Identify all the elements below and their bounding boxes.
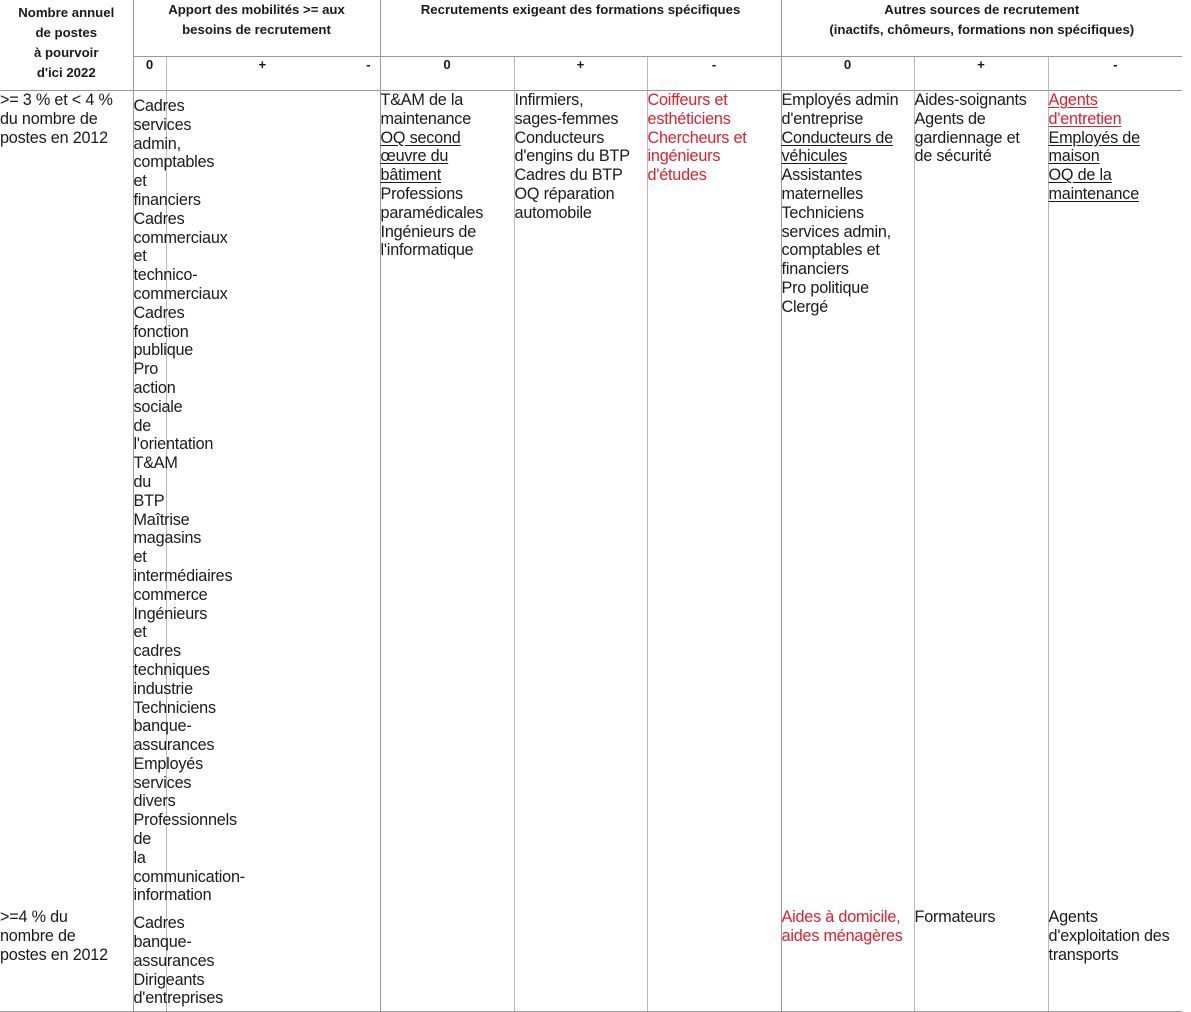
cell-g2-zero [380, 908, 514, 1011]
subheader-g1-minus: - [366, 57, 371, 72]
cell-g2-plus [514, 908, 647, 1011]
occupation-entry: Conducteurs d'engins du BTP [514, 128, 630, 166]
cell-g2-zero [380, 91, 514, 909]
cell-g3-plus [914, 908, 1048, 1011]
cell-g1-plus-minus [166, 908, 380, 1011]
occupation-entry: Professionnels de la communication-information [133, 811, 245, 905]
header-mobility-contribution: Apport des mobilités >= aux besoins de recrutement [133, 0, 380, 57]
occupation-entry: Infirmiers, sages-femmes [514, 91, 619, 128]
occupation-entry: Pro action sociale de l'orientation [133, 360, 214, 454]
occupation-entry: Employés de maison [1048, 128, 1140, 166]
subheader-g2-minus: - [647, 57, 781, 91]
occupation-entry: Maîtrise magasins et intermédiaires commerce [133, 510, 233, 604]
subheader-g2-zero: 0 [380, 57, 514, 91]
occupation-entry: Pro politique [781, 278, 869, 297]
occupation-entry: Agents d'exploitation des transports [1048, 908, 1170, 964]
occupation-entry: T&AM du BTP [133, 454, 178, 510]
header-annual-positions: Nombre annuel de postes à pourvoir d'ici 2022 [0, 0, 133, 91]
occupation-entry: Coiffeurs et esthéticiens [647, 91, 731, 128]
occupation-entry: OQ second œuvre du bâtiment [380, 128, 461, 185]
header-other-sources: Autres sources de recrutement (inactifs, chômeurs, formations non spécifiques) [781, 0, 1182, 57]
occupation-entry: Aides-soignants [914, 91, 1027, 109]
table-body [0, 91, 1191, 1012]
occupation-entry: OQ réparation automobile [514, 184, 615, 222]
header-specific-training: Recrutements exigeant des formations spécifiques [380, 0, 781, 57]
cell-g3-zero [781, 908, 914, 1011]
cell-g2-minus [647, 908, 781, 1011]
cell-g3-plus [914, 91, 1048, 909]
row-label: >= 3 % et < 4 % du nombre de postes en 2012 [0, 91, 133, 909]
cell-g2-plus [514, 91, 647, 909]
occupation-entry: Cadres services admin, comptables et financiers [133, 97, 215, 209]
cell-g2-minus [647, 91, 781, 909]
occupation-entry: Formateurs [914, 908, 996, 927]
occupation-entry: Clergé [781, 297, 829, 316]
occupation-entry: Cadres du BTP [514, 166, 623, 185]
occupation-entry: OQ de la maintenance [1048, 166, 1140, 203]
occupation-entry: Assistantes maternelles [781, 166, 863, 203]
cell-g3-zero [781, 91, 914, 909]
subheader-g1-plus-minus [166, 57, 380, 91]
cell-g1-zero [133, 91, 245, 909]
subheader-row [0, 57, 1191, 91]
occupation-entry: Employés admin d'entreprise [781, 91, 899, 128]
occupation-entry: Ingénieurs et cadres techniques industrie [133, 604, 210, 698]
subheader-g1-plus: + [258, 57, 267, 72]
subheader-g2-plus: + [514, 57, 647, 91]
occupation-entry: Cadres banque- assurances [133, 914, 215, 970]
occupation-entry: Chercheurs et ingénieurs d'études [647, 128, 747, 185]
header-row [0, 0, 1191, 57]
occupation-entry: Techniciens banque- assurances [133, 698, 216, 755]
occupation-entry: Conducteurs de véhicules [781, 128, 894, 166]
cell-g3-minus [1048, 91, 1182, 909]
subheader-g3-zero: 0 [781, 57, 914, 91]
subheader-g3-plus: + [914, 57, 1048, 91]
occupation-entry: Techniciens services admin, comptables et financiers [781, 203, 891, 279]
occupation-entry: Ingénieurs de l'informatique [380, 222, 477, 260]
occupation-entry: T&AM de la maintenance [380, 91, 472, 128]
cell-g1-plus-minus [166, 91, 380, 909]
occupation-entry: Aides à domicile, aides ménagères [781, 908, 903, 946]
subheader-g1-zero: 0 [133, 57, 166, 91]
occupation-entry: Agents de gardiennage et de sécurité [914, 109, 1020, 166]
occupation-entry: Employés services divers [133, 754, 203, 811]
occupation-entry: Cadres commerciaux et technico-commerciaux [133, 209, 228, 303]
table-row [0, 91, 1191, 909]
occupation-entry: Agents d'entretien [1048, 91, 1122, 128]
occupation-entry: Professions paramédicales [380, 184, 484, 222]
cell-g1-zero [133, 908, 224, 1011]
subheader-g3-minus: - [1048, 57, 1182, 91]
cell-g3-minus [1048, 908, 1182, 1011]
occupation-entry: Cadres fonction publique [133, 303, 194, 360]
row-label: >=4 % du nombre de postes en 2012 [0, 908, 133, 1011]
occupation-entry: Dirigeants d'entreprises [133, 970, 224, 1008]
table-row [0, 908, 1191, 1011]
